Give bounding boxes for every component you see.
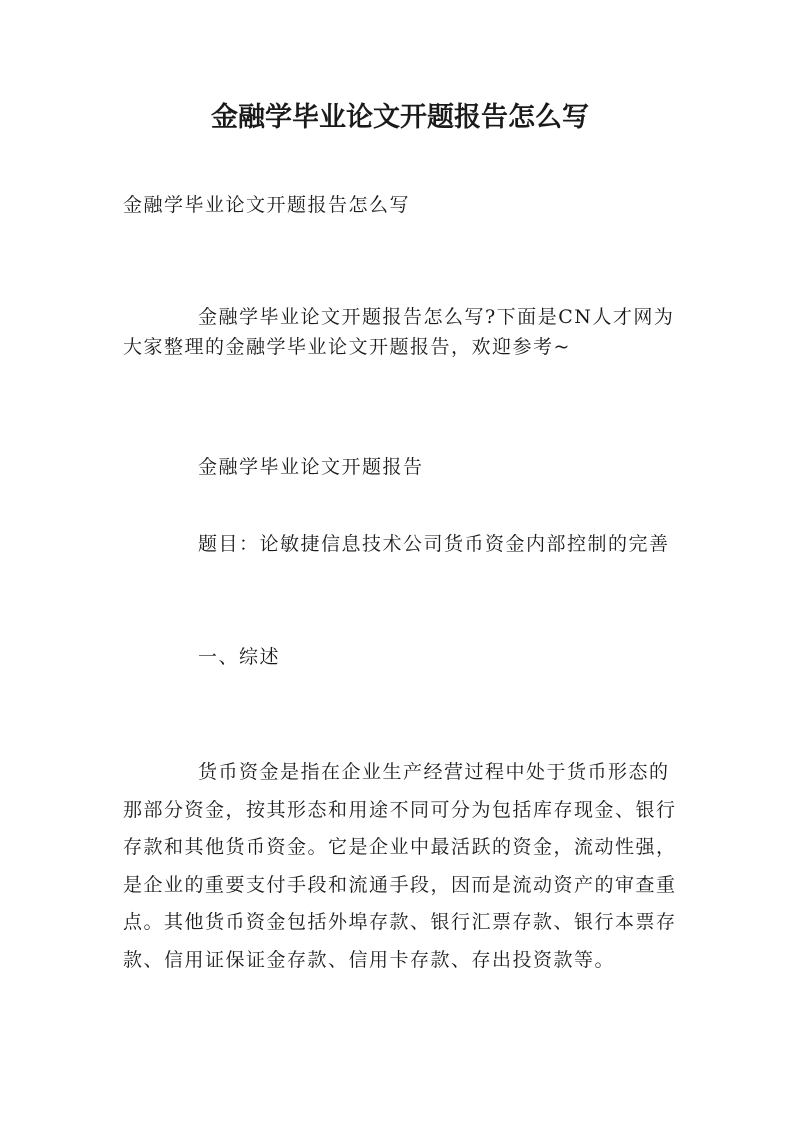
topic-line: 题目：论敏捷信息技术公司货币资金内部控制的完善 — [198, 533, 670, 555]
intro-paragraph: 金融学毕业论文开题报告怎么写?下面是CN人才网为大家整理的金融学毕业论文开题报告，欢迎参考~ — [123, 306, 675, 358]
section-one-paragraph: 货币资金是指在企业生产经营过程中处于货币形态的那部分资金，按其形态和用途不同可分为包括库存现金、银行存款和其他货币资金。它是企业中最活跃的资金，流动性强，是企业的重要支付手段和流通手段，因而是流动资产的审查重点。其他货币资金包括外埠存款、银行汇票存款、银行本票存款、信用证保证金存款、信用卡存款、存出投资款等。 — [123, 761, 677, 971]
document-title: 金融学毕业论文开题报告怎么写 — [211, 102, 589, 133]
report-heading: 金融学毕业论文开题报告 — [198, 456, 424, 478]
document-subtitle: 金融学毕业论文开题报告怎么写 — [123, 194, 411, 216]
section-one-heading: 一、综述 — [198, 646, 281, 668]
